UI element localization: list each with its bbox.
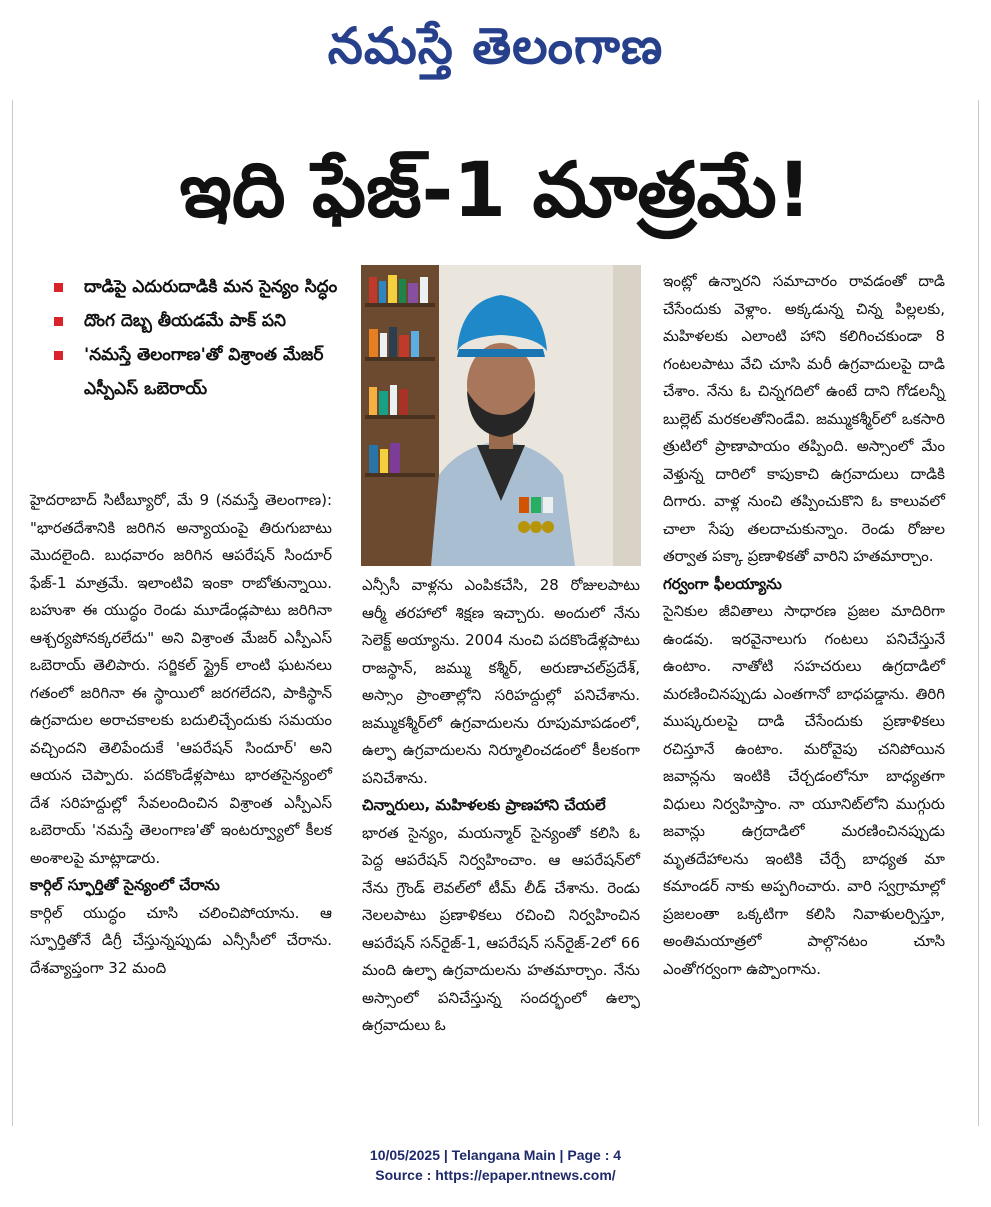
section-subheading: గర్వంగా ఫీలయ్యాను xyxy=(663,574,782,593)
article-column-middle xyxy=(362,572,640,1040)
highlight-text: దాడిపై ఎదురుదాడికి మన సైన్యం సిద్ధం xyxy=(84,277,338,297)
highlight-item xyxy=(50,304,340,338)
newspaper-masthead: నమస్తే తెలంగాణ xyxy=(327,16,664,75)
article-column-right xyxy=(663,268,945,983)
highlight-item xyxy=(50,338,340,406)
paragraph: హైదరాబాద్ సిటీబ్యూరో, మే 9 (నమస్తే తెలంగాణ): "భారతదేశానికి జరిగిన అన్యాయంపై తిరుగుబాటు మొదలైంది. బుధవారం జరిగిన ఆపరేషన్ సిందూర్ ఫేజ్-1 మాత్రమే. ఇలాంటివి ఇంకా రాబోతున్నాయి. బహుశా ఈ యుద్ధం రెండు మూడేండ్లపాటు జరిగినా ఆశ్చర్యపోనక్కరలేదు" అని విశ్రాంత మేజర్ ఎస్పీఎస్ ఒబెరాయ్ తెలిపారు. సర్జికల్ స్ట్రైక్ లాంటి ఘటనలు గతంలో జరిగినా ఈ స్థాయిలో జరగలేదని, పాకిస్థాన్ ఉగ్రవాదుల అరాచకాలకు బదులిచ్చేందుకు సమయం వచ్చిందని తెలిపేందుకే 'ఆపరేషన్ సిందూర్' అని ఆయన చెప్పారు. పదకొండేళ్లపాటు భారతసైన్యంలో దేశ సరిహద్దుల్లో సేవలందించిన విశ్రాంత ఎస్పీఎస్ ఒబెరాయ్ 'నమస్తే తెలంగాణ'తో ఇంటర్వ్యూలో కీలక అంశాలపై మాట్లాడారు. xyxy=(30,491,332,867)
portrait-illustration xyxy=(361,265,641,566)
article-column-left xyxy=(30,487,332,982)
page-footer xyxy=(0,1145,991,1185)
section-subheading: చిన్నారులు, మహిళలకు ప్రాణహాని చేయలే xyxy=(362,796,606,814)
section-subheading: కార్గిల్ స్ఫూర్తితో సైన్యంలో చేరాను xyxy=(30,876,220,894)
highlight-item xyxy=(50,270,340,304)
paragraph: ఇంట్లో ఉన్నారని సమాచారం రావడంతో దాడి చేసేందుకు వెళ్లాం. అక్కడున్న చిన్న పిల్లలకు, మహిళలకు ఎలాంటి హాని కలిగించకుండా 8 గంటలపాటు వేచి చూసి మరీ ఉగ్రవాదులపై దాడి చేశాం. నేను ఓ చిన్నగదిలో ఉంటే దాని గోడలన్నీ బుల్లెట్ మరకలతోనిండేవి. జమ్ముకశ్మీర్‌లో ఒకసారి త్రుటిలో ప్రాణాపాయం తప్పింది. అస్సాంలో మేం వెళ్తున్న దారిలో కాపుకాచి ఉగ్రవాదులు దాడికి దిగారు. వాళ్ల నుంచి తప్పించుకొని ఓ కాలువలో చాలా సేపు తలదాచుకున్నాం. రెండు రోజుల తర్వాత పక్కా ప్రణాళికతో వారిని హతమార్చాం. xyxy=(663,272,945,565)
bullet-square-icon xyxy=(54,317,63,326)
paragraph: భారత సైన్యం, మయన్మార్ సైన్యంతో కలిసి ఓ పెద్ద ఆపరేషన్ నిర్వహించాం. ఆ ఆపరేషన్‌లో నేను గ్రౌండ్ లెవల్‌లో టీమ్ లీడ్ చేశాను. రెండు నెలలపాటు ప్రణాళికలు రచించి నిర్వహించిన ఆపరేషన్ సన్‌రైజ్-1, ఆపరేషన్ సన్‌రైజ్-2లో 66 మంది ఉల్ఫా ఉగ్రవాదులను హతమార్చాం. నేను అస్సాంలో పనిచేస్తున్న సందర్భంలో ఉల్ఫా ఉగ్రవాదులు ఓ xyxy=(362,823,640,1034)
paragraph: సైనికుల జీవితాలు సాధారణ ప్రజల మాదిరిగా ఉండవు. ఇరవైనాలుగు గంటలు పనిచేస్తునే ఉంటాం. నాతోటి సహచరులు ఉగ్రదాడిలో మరణించినప్పుడు ఎంతగానో బాధపడ్డాను. తిరిగి ముష్కరులపై దాడి చేసేందుకు ప్రణాళికలు రచిస్తూనే ఉంటాం. మరోవైపు చనిపోయిన జవాన్లను ఇంటికి చేర్చడంలోనూ బాధ్యతగా విధులు నిర్వహిస్తాం. నా యూనిట్‌లోని ముగ్గురు జవాన్లు ఉగ్రదాడిలో మరణించినప్పుడు మృతదేహాలను ఇంటికి చేర్చే బాధ్యత మా కమాండర్ నాకు అప్పగించారు. వారి స్వగ్రామాల్లో ప్రజలంతా ఒక్కటిగా కలిసి నివాళులర్పిస్తూ, అంతిమయాత్రలో పాల్గొనటం చూసి ఎంతోగర్వంగా ఉప్పొంగాను. xyxy=(663,602,945,978)
article-headline: ఇది ఫేజ్-1 మాత్రమే! xyxy=(179,145,812,234)
highlight-text: 'నమస్తే తెలంగాణ'తో విశ్రాంత మేజర్ ఎస్పీఎస్ ఒబెరాయ్ xyxy=(84,345,324,399)
bullet-square-icon xyxy=(54,283,63,292)
highlights-list xyxy=(50,270,340,406)
footer-source-link[interactable]: Source : https://epaper.ntnews.com/ xyxy=(375,1167,616,1183)
paragraph: ఎన్సీసీ వాళ్లను ఎంపికచేసి, 28 రోజులపాటు ఆర్మీ తరహాలో శిక్షణ ఇచ్చారు. అందులో నేను సెలెక్ట్ అయ్యాను. 2004 నుంచి పదకొండేళ్లపాటు రాజస్థాన్, జమ్ము కశ్మీర్, అరుణాచల్‌ప్రదేశ్, అస్సాం ప్రాంతాల్లోని సరిహద్దుల్లో పనిచేశాను. జమ్ముకశ్మీర్‌లో ఉగ్రవాదులను రూపుమాపడంలో, ఉల్ఫా ఉగ్రవాదులను నిర్మూలించడంలో కీలకంగా పనిచేశాను. xyxy=(362,576,640,787)
footer-edition-info: 10/05/2025 | Telangana Main | Page : 4 xyxy=(369,1147,622,1163)
highlight-text: దొంగ దెబ్బ తీయడమే పాక్ పని xyxy=(84,311,286,331)
major-portrait-photo xyxy=(361,265,641,566)
paragraph: కార్గిల్ యుద్ధం చూసి చలించిపోయాను. ఆ స్ఫూర్తితోనే డిగ్రీ చేస్తున్నప్పుడు ఎన్సీసీలో చేరాను. దేశవ్యాప్తంగా 32 మంది xyxy=(30,903,332,977)
bullet-square-icon xyxy=(54,351,63,360)
